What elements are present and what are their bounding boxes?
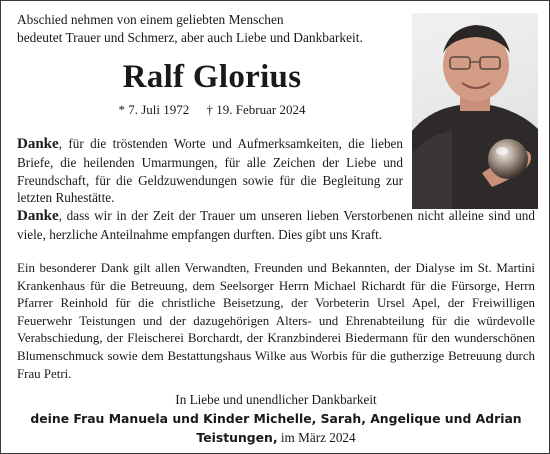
special-thanks-paragraph: Ein besonderer Dank gilt allen Verwandten, Freunden und Bekannten, der Dialyse im St. Martini Krankenhaus für die Betreuung, dem Seelsorger Herrn Michael Richardt für die Fürsorge, Herrn Pfarrer Reinhold für die christliche Beisetzung, der Vorbeterin Ursel Apel, der Freiwilligen Feuerwehr Teistungen und der dazugehörigen Alters- und Ehrenabteilung für die würdevolle Verabschiedung, der Fleischerei Borchardt, der Kranzbinderei Biedermann für den wunderschönen Blumenschmuck sowie dem Bestattungshaus Wilke aus Worbis für die gutherzige Betreuung durch Frau Petri. bbox=[17, 261, 535, 381]
thanks-word-2: Danke bbox=[17, 208, 59, 224]
thanks-text-1: , für die tröstenden Worte und Aufmerksamkeiten, die lieben Briefe, die heilenden Umarmungen, für alle Zeichen der Liebe und Freundschaft, für die Geldzuwendungen sowie für die Begleitung zur letzten Ruhestätte. bbox=[17, 136, 403, 206]
life-dates bbox=[17, 101, 407, 119]
thanks-word-1: Danke bbox=[17, 136, 59, 152]
thanks-paragraph-1 bbox=[17, 135, 403, 207]
thanks-text-2: , dass wir in der Zeit der Trauer um unseren lieben Verstorbenen nicht alleine sind und viele, herzliche Anteilnahme empfangen durften. Dies gibt uns Kraft. bbox=[17, 208, 535, 242]
thanks-paragraph-2 bbox=[17, 207, 535, 244]
closing-block bbox=[1, 390, 550, 447]
place-date bbox=[1, 428, 550, 447]
portrait-illustration bbox=[412, 13, 538, 209]
portrait-photo bbox=[412, 13, 538, 209]
closing-line: In Liebe und unendlicher Dankbarkeit bbox=[175, 392, 377, 407]
closing-date: im März 2024 bbox=[277, 430, 356, 445]
intro-line-1: Abschied nehmen von einem geliebten Menschen bbox=[17, 12, 284, 27]
birth-date: * 7. Juli 1972 bbox=[118, 102, 190, 117]
place-name: Teistungen, bbox=[196, 430, 278, 445]
family-signature: deine Frau Manuela und Kinder Michelle, Sarah, Angelique und Adrian bbox=[30, 411, 522, 426]
intro-line-2: bedeutet Trauer und Schmerz, aber auch Liebe und Dankbarkeit. bbox=[17, 30, 363, 45]
death-date: † 19. Februar 2024 bbox=[206, 102, 306, 117]
intro-text bbox=[17, 11, 407, 47]
deceased-name: Ralf Glorius bbox=[122, 59, 302, 95]
